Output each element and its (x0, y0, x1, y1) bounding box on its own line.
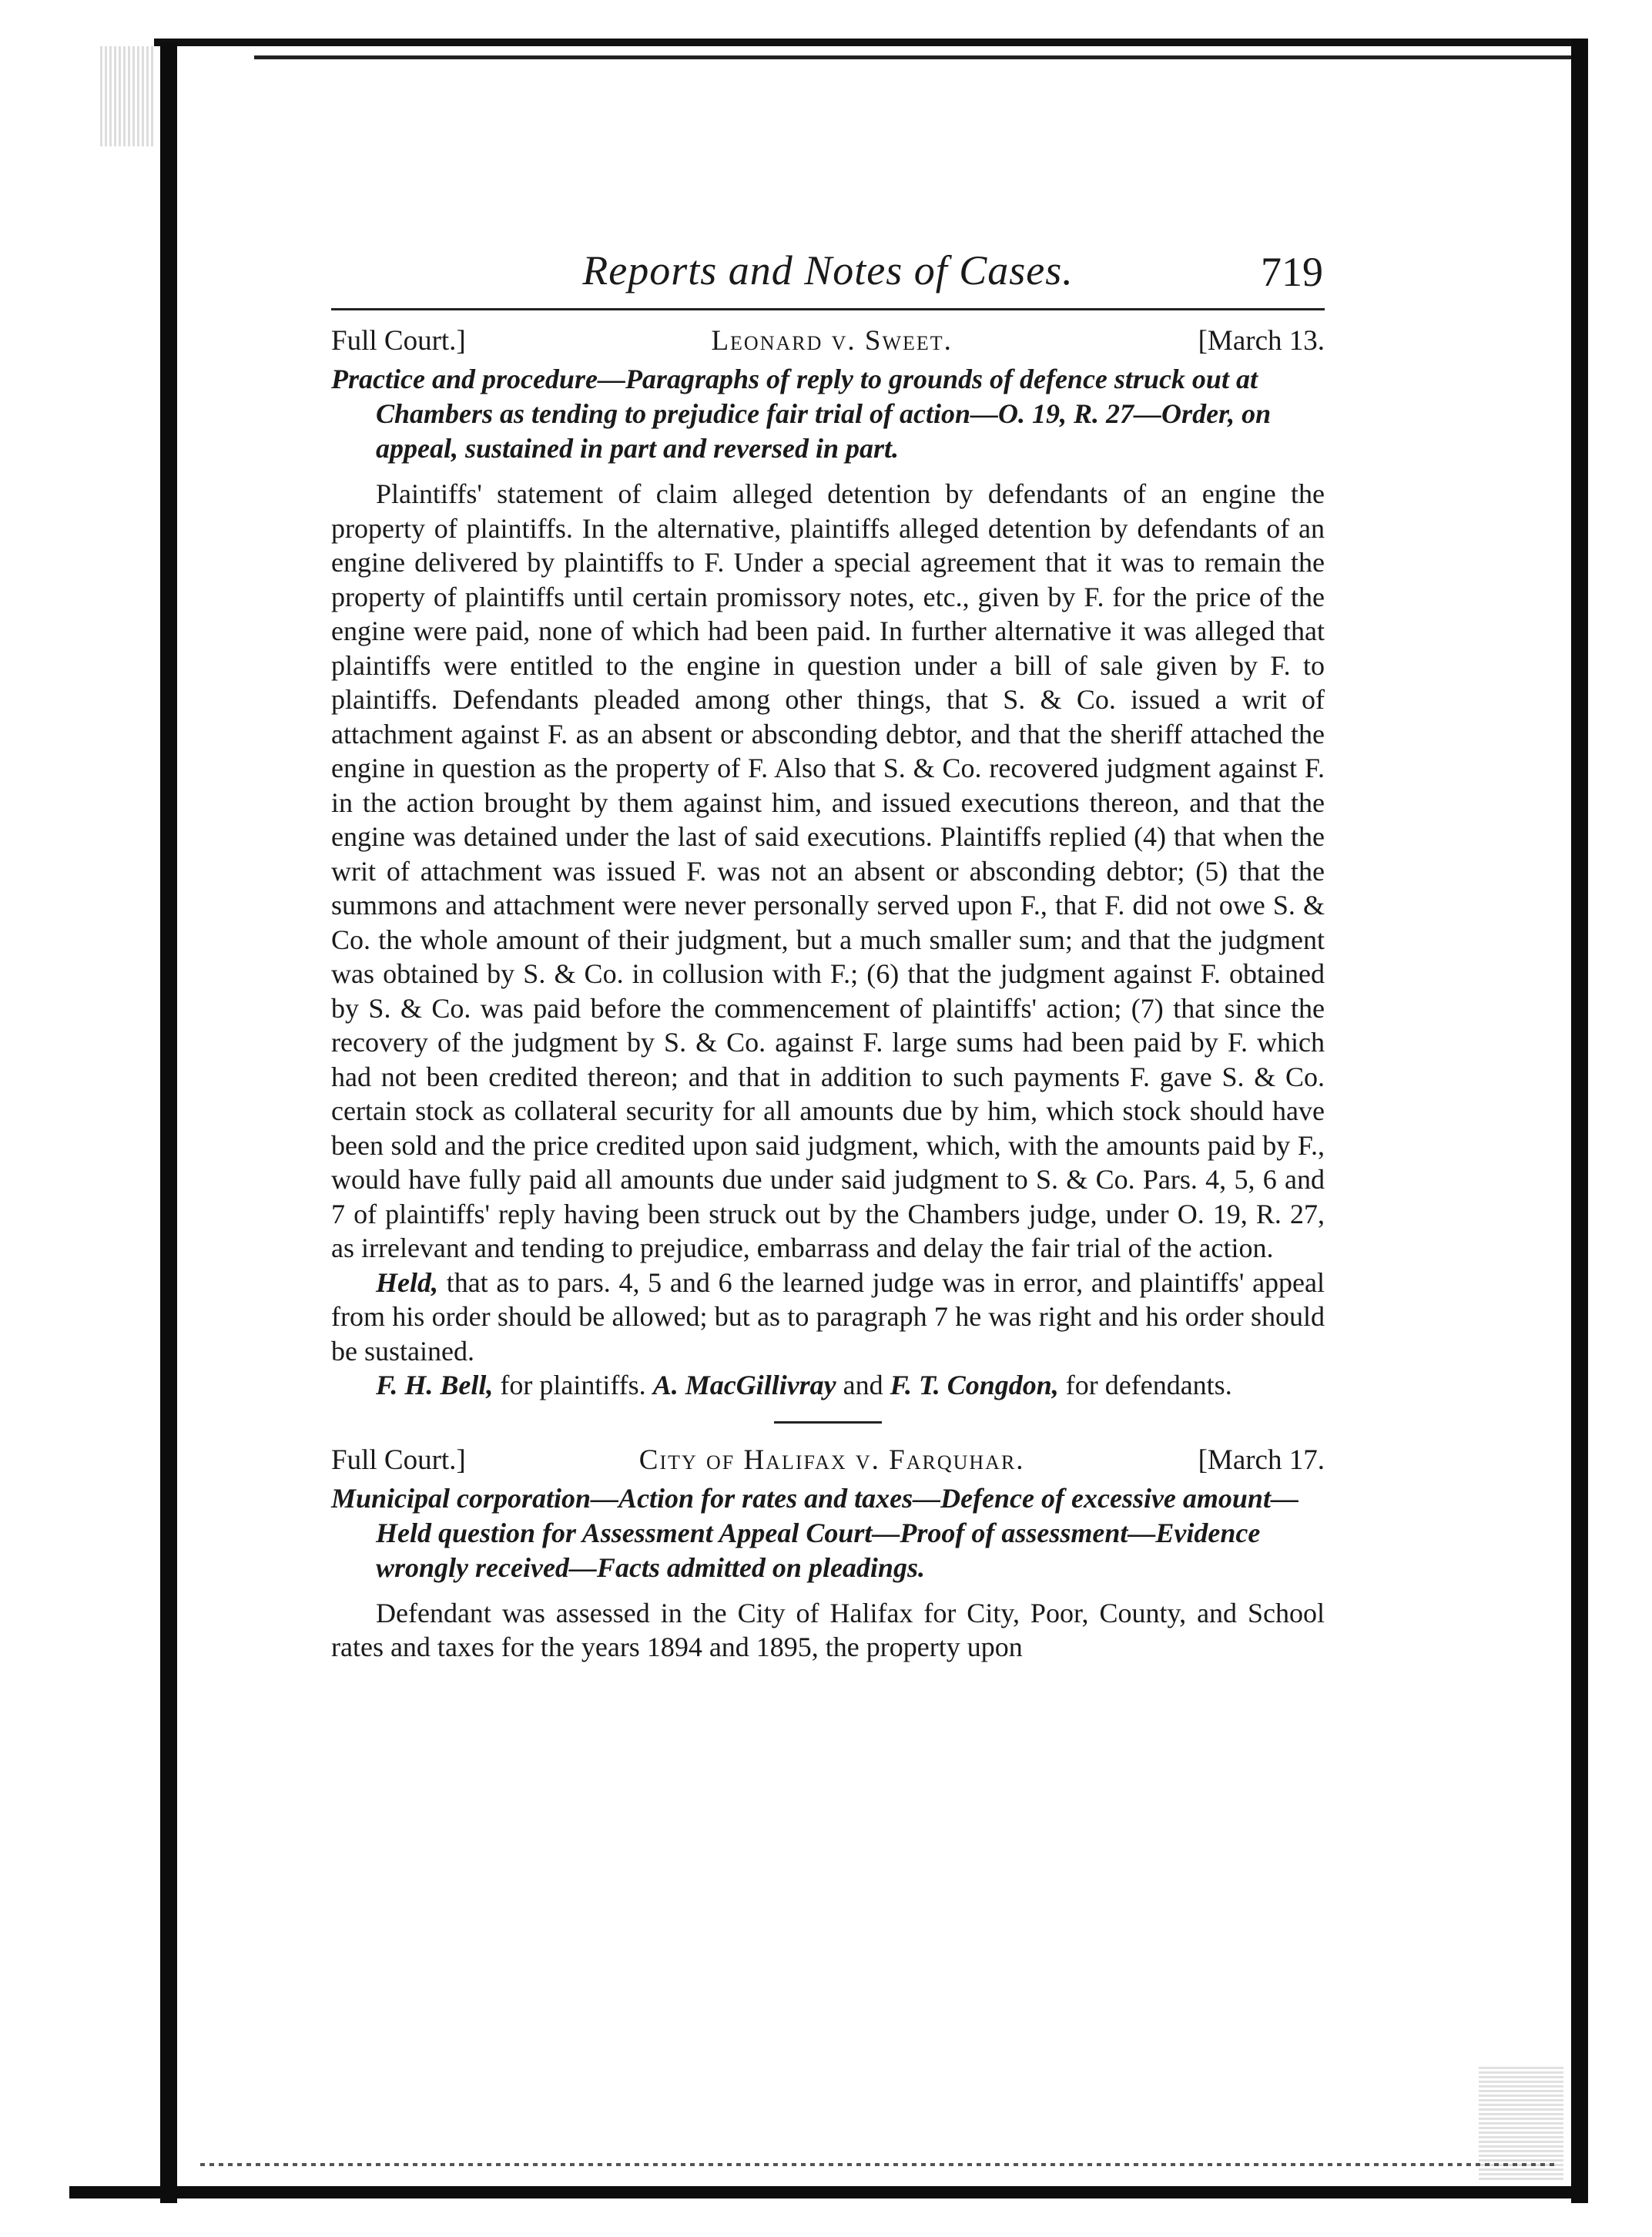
headnote: Practice and procedure—Paragraphs of reply to grounds of defence struck out at Chambers as tending to prejudice fair trial of action—O. 19, R. 27—Order, on appeal, sustained in part and reversed in part. (331, 364, 1272, 464)
scan-border-bottom-inner (200, 2163, 1556, 2166)
court-label: Full Court.] (331, 1444, 466, 1476)
case-leonard-v-sweet (331, 324, 1325, 1403)
held-label: Held, (376, 1266, 438, 1298)
case-date: [March 17. (1198, 1444, 1325, 1476)
case-body: Defendant was assessed in the City of Halifax for City, Poor, County, and School rates and taxes for the years 1894 and 1895, the property upon (331, 1597, 1325, 1662)
scan-border-bottom (69, 2186, 1587, 2198)
case-title: Leonard v. Sweet. (711, 325, 953, 357)
scan-border-top (154, 39, 1579, 46)
case-title: City of Halifax v. Farquhar. (638, 1444, 1025, 1476)
header-rule (331, 308, 1325, 310)
counsel-name: F. H. Bell, (376, 1370, 494, 1400)
case-city-of-halifax-v-farquhar (331, 1444, 1325, 1665)
counsel-name: F. T. Congdon, (890, 1370, 1059, 1400)
scan-noise-top-left (100, 46, 154, 146)
held-paragraph (331, 1266, 1325, 1369)
counsel-paragraph: F. H. Bell, for plaintiffs. A. MacGillivray and F. T. Congdon, for defendants. (376, 1370, 1232, 1400)
running-title: Reports and Notes of Cases. (582, 247, 1074, 293)
case-heading (331, 324, 1325, 357)
case-body: Plaintiffs' statement of claim alleged detention by defendants of an engine the property of plaintiffs. In the alternative, plaintiffs alleged detention by defendants of an engine delivered by plaintiffs to F. Under a special agreement that it was to remain the property of plaintiffs until certain promissory notes, etc., given by F. for the price of the engine were paid, none of which had been paid. In further alternative it was alleged that plaintiffs were entitled to the engine in question under a bill of sale given by F. to plaintiffs. Defendants pleaded among other things, that S. & Co. issued a writ of attachment against F. as an absent or absconding debtor, and that the sheriff attached the engine in question as the property of F. Also that S. & Co. recovered judgment against F. in the action brought by them against him, and issued executions thereon, and that the engine was detained under the last of said executions. Plaintiffs replied (4) that when the writ of attachment was issued F. was not an absent or absconding debtor; (5) that the summons and attachment were never personally served upon F., that F. did not owe S. & Co. the whole amount of their judgment, but a much smaller sum; and that the judgment was obtained by S. & Co. in collusion with F.; (6) that the judgment against F. obtained by S. & Co. was paid before the commencement of plaintiffs' action; (7) that since the recovery of the judgment by S. & Co. against F. large sums had been paid by F. which had not been credited thereon; and that in addition to such payments F. gave S. & Co. certain stock as collateral security for all amounts due by him, which stock should have been sold and the price credited upon said judgment, which, with the amounts paid by F., would have fully paid all amounts due under said judgment to S. & Co. Pars. 4, 5, 6 and 7 of plaintiffs' reply having been struck out by the Chambers judge, under O. 19, R. 27, as irrelevant and tending to prejudice, embarrass and delay the fair trial of the action. (331, 478, 1325, 1263)
page-content (331, 231, 1325, 1665)
case-heading (331, 1444, 1325, 1477)
headnote: Municipal corporation—Action for rates and taxes—Defence of excessive amount—Held question for Assessment Appeal Court—Proof of assessment—Evidence wrongly received—Facts admitted on pleadings. (331, 1482, 1298, 1583)
page-number: 719 (1261, 249, 1323, 295)
scan-border-top-inner (254, 55, 1579, 59)
scan-border-left (160, 42, 177, 2203)
held-text: that as to pars. 4, 5 and 6 the learned judge was in error, and plaintiffs' appeal from his order should be allowed; but as to paragraph 7 he was right and his order should be sustained. (331, 1266, 1325, 1367)
counsel-name: A. MacGillivray (652, 1370, 836, 1400)
court-label: Full Court.] (331, 325, 466, 357)
case-separator (774, 1421, 882, 1424)
case-date: [March 13. (1198, 325, 1325, 357)
running-head (331, 231, 1325, 300)
scan-border-right (1571, 39, 1588, 2203)
